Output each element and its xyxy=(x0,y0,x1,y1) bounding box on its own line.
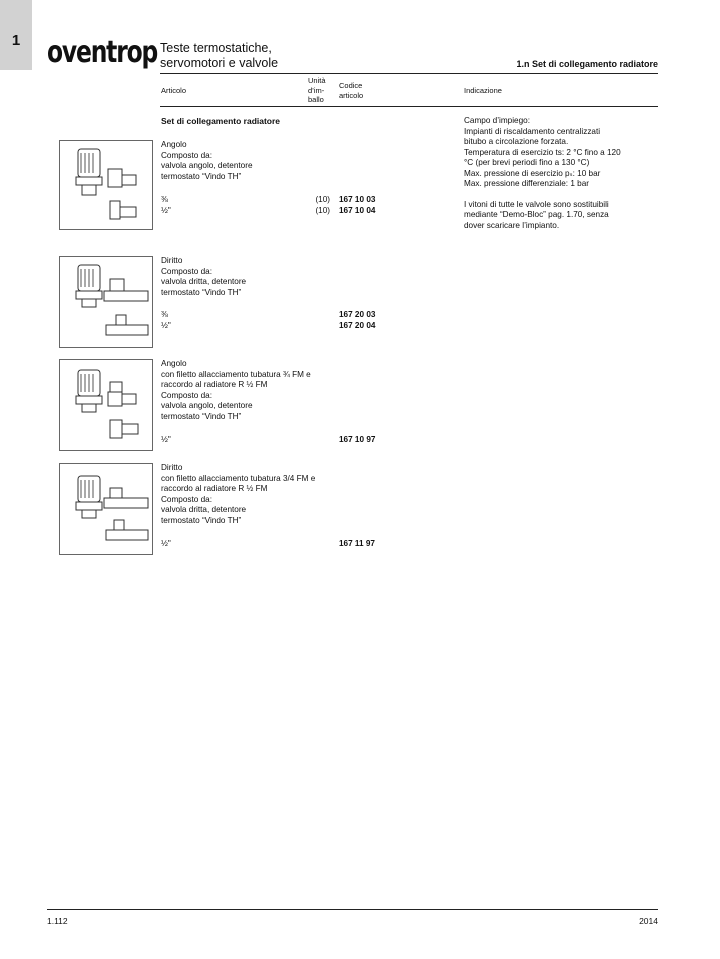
product-1-description xyxy=(161,140,253,182)
product-image-straight-valve-set-threaded xyxy=(59,463,153,555)
indic-line: Impianti di riscaldamento centralizzati xyxy=(464,126,601,136)
title-line-2: servomotori e valvole xyxy=(160,56,279,70)
desc-line: valvola angolo, detentore xyxy=(161,161,253,170)
desc-line: valvola angolo, detentore xyxy=(161,401,253,410)
indic-line: Temperatura di esercizio ts: 2 °C fino a 120 xyxy=(464,147,621,157)
product-4-description xyxy=(161,463,315,526)
size-value: ⅜ xyxy=(161,195,168,204)
col-unita-line: Unità xyxy=(308,76,326,85)
desc-line: Composto da: xyxy=(161,494,212,504)
col-codice xyxy=(339,81,363,100)
product-3-description xyxy=(161,359,311,422)
chapter-tab xyxy=(0,0,32,70)
size-value: ½" xyxy=(161,539,171,548)
pack-quantity: (10) xyxy=(315,195,330,204)
article-code: 167 11 97 xyxy=(339,539,375,548)
desc-line: termostato “Vindo TH” xyxy=(161,287,242,297)
indic-note-line: mediante “Demo-Bloc” pag. 1.70, senza xyxy=(464,210,609,219)
size-value: ½" xyxy=(161,206,171,215)
indicazione-text xyxy=(464,116,621,231)
desc-line: Composto da: xyxy=(161,390,212,400)
desc-line: con filetto allacciamento tubatura ¾ FM e xyxy=(161,369,311,379)
desc-line: Angolo xyxy=(161,140,187,149)
desc-line: termostato “Vindo TH” xyxy=(161,515,242,525)
product-2-description xyxy=(161,256,246,298)
footer-year: 2014 xyxy=(639,916,658,926)
chapter-number: 1 xyxy=(11,32,21,49)
desc-line: Diritto xyxy=(161,463,183,472)
col-articolo: Articolo xyxy=(161,86,187,95)
desc-line: raccordo al radiatore R ½ FM xyxy=(161,380,268,389)
indic-note-line: I vitoni di tutte le valvole sono sostituibili xyxy=(464,199,609,209)
header-rule-bottom xyxy=(160,106,658,107)
pack-quantity: (10) xyxy=(315,206,330,215)
col-unita-line: ballo xyxy=(308,95,324,104)
col-unita-line: d’im- xyxy=(308,85,325,95)
col-codice-line: articolo xyxy=(339,90,364,100)
header-rule-top xyxy=(160,73,658,74)
indic-line: Max. pressione differenziale: 1 bar xyxy=(464,179,590,188)
desc-line: Angolo xyxy=(161,359,187,368)
footer-rule xyxy=(47,909,658,910)
desc-line: termostato “Vindo TH” xyxy=(161,171,242,181)
article-code: 167 10 97 xyxy=(339,435,376,444)
desc-line: Composto da: xyxy=(161,266,212,276)
section-heading: Set di collegamento radiatore xyxy=(161,116,281,126)
desc-line: Diritto xyxy=(161,256,183,265)
indic-line: bitubo a circolazione forzata. xyxy=(464,137,569,146)
section-label: 1.n Set di collegamento radiatore xyxy=(516,59,658,69)
desc-line: termostato “Vindo TH” xyxy=(161,411,242,421)
product-image-straight-valve-set xyxy=(59,256,153,348)
size-value: ½" xyxy=(161,435,171,444)
product-image-angle-valve-set-threaded xyxy=(59,359,153,451)
desc-line: valvola dritta, detentore xyxy=(161,505,247,514)
desc-line: valvola dritta, detentore xyxy=(161,277,247,286)
size-value: ⅜ xyxy=(161,310,168,319)
title-line-1: Teste termostatiche, xyxy=(160,41,272,55)
article-code: 167 10 04 xyxy=(339,206,376,215)
desc-line: Composto da: xyxy=(161,150,212,160)
desc-line: raccordo al radiatore R ½ FM xyxy=(161,484,268,493)
brand-logo: oventrop xyxy=(47,35,158,70)
col-unita xyxy=(308,76,326,105)
article-code: 167 20 04 xyxy=(339,321,376,330)
col-codice-line: Codice xyxy=(339,81,363,90)
page-number: 1.112 xyxy=(47,916,68,926)
product-image-angle-valve-set xyxy=(59,140,153,230)
indic-line: °C (per brevi periodi fino a 130 °C) xyxy=(464,158,590,167)
page-title xyxy=(160,41,278,71)
desc-line: con filetto allacciamento tubatura 3/4 FM e xyxy=(161,473,316,483)
article-code: 167 20 03 xyxy=(339,310,376,319)
indic-line: Max. pressione di esercizio pₛ: 10 bar xyxy=(464,168,601,178)
col-indicazione: Indicazione xyxy=(464,86,502,95)
size-value: ½" xyxy=(161,321,171,330)
indic-line: Campo d’impiego: xyxy=(464,116,530,125)
indic-note-line: dover scaricare l’impianto. xyxy=(464,220,560,230)
article-code: 167 10 03 xyxy=(339,195,376,204)
